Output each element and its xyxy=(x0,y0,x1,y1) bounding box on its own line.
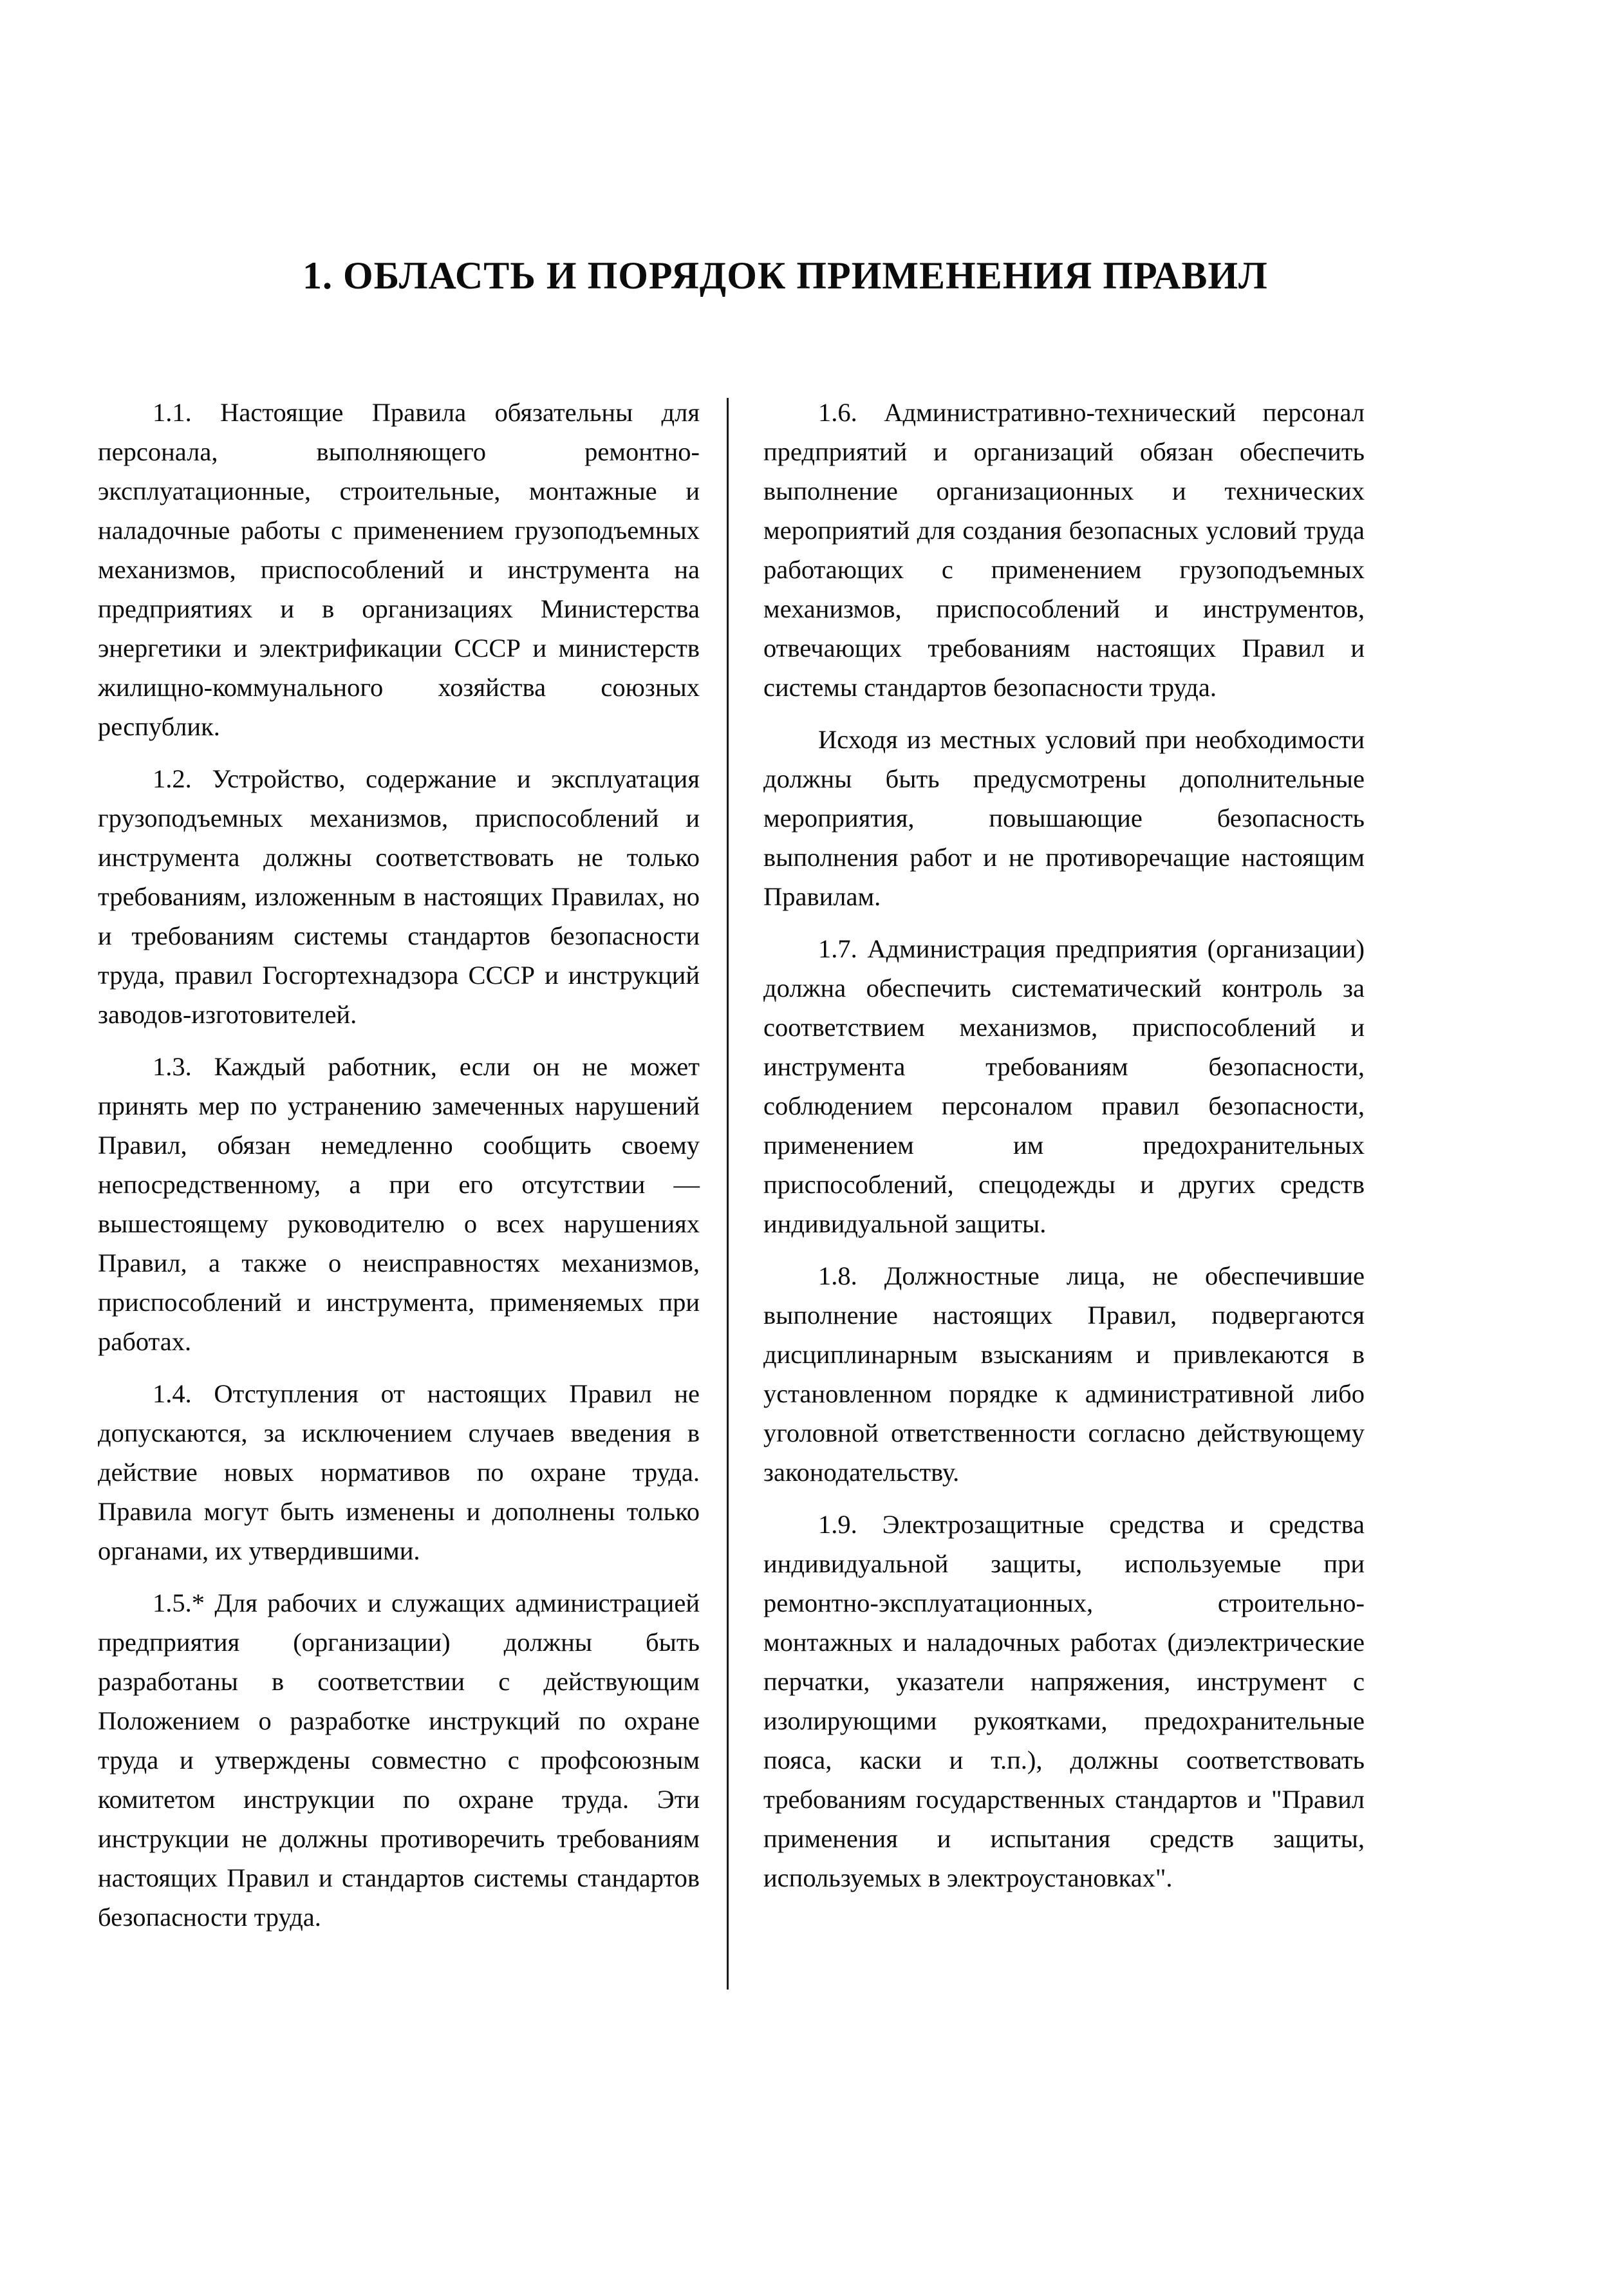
paragraph-1-6-continued: Исходя из местных условий при необходимости должны быть предусмотрены дополнительные мероприятия, повышающие безопасность выполнения работ и не противоречащие настоящим Правилам. xyxy=(763,725,1365,911)
left-column xyxy=(98,393,700,1950)
paragraph-1-9: 1.9. Электрозащитные средства и средства индивидуальной защиты, используемые при ремонтно-эксплуатационных, строительно-монтажных и наладочных работах (диэлектрические перчатки, указатели напряжения, инструмент с изолирующими рукоятками, предохранительные пояса, каски и т.п.), должны соответствовать требованиям государственных стандартов и "Правил применения и испытания средств защиты, используемых в электроустановках". xyxy=(763,1510,1365,1892)
paragraph-1-2: 1.2. Устройство, содержание и эксплуатация грузоподъемных механизмов, приспособлений и инструмента должны соответствовать не только требованиям, изложенным в настоящих Правилах, но и требованиям системы стандартов безопасности труда, правил Госгортехнадзора СССР и инструкций заводов-изготовителей. xyxy=(98,764,700,1029)
paragraph-1-8: 1.8. Должностные лица, не обеспечившие выполнение настоящих Правил, подвергаются дисциплинарным взысканиям и привлекаются в установленном порядке к административной либо уголовной ответственности согласно действующему законодательству. xyxy=(763,1261,1365,1487)
paragraph-1-4: 1.4. Отступления от настоящих Правил не допускаются, за исключением случаев введения в действие новых нормативов по охране труда. Правила могут быть изменены и дополнены только органами, их утвердившими. xyxy=(98,1379,700,1565)
paragraph-1-1: 1.1. Настоящие Правила обязательны для персонала, выполняющего ремонтно-эксплуатационные, строительные, монтажные и наладочные работы с применением грузоподъемных механизмов, приспособлений и инструмента на предприятиях и в организациях Министерства энергетики и электрификации СССР и министерств жилищно-коммунального хозяйства союзных республик. xyxy=(98,398,700,741)
paragraph-1-5: 1.5.* Для рабочих и служащих администрацией предприятия (организации) должны быть разработаны в соответствии с действующим Положением о разработке инструкций по охране труда и утверждены совместно с профсоюзным комитетом инструкции по охране труда. Эти инструкции не должны противоречить требованиям настоящих Правил и стандартов системы стандартов безопасности труда. xyxy=(98,1588,700,1932)
column-divider xyxy=(727,398,729,1990)
paragraph-1-6: 1.6. Административно-технический персонал предприятий и организаций обязан обеспечить выполнение организационных и технических мероприятий для создания безопасных условий труда работающих с применением грузоподъемных механизмов, приспособлений и инструментов, отвечающих требованиям настоящих Правил и системы стандартов безопасности труда. xyxy=(763,398,1365,702)
section-title: 1. ОБЛАСТЬ И ПОРЯДОК ПРИМЕНЕНИЯ ПРАВИЛ xyxy=(303,254,1268,297)
right-column xyxy=(763,393,1365,1910)
paragraph-1-7: 1.7. Администрация предприятия (организации) должна обеспечить систематический контроль за соответствием механизмов, приспособлений и инструмента требованиям безопасности, соблюдением персоналом правил безопасности, применением им предохранительных приспособлений, спецодежды и других средств индивидуальной защиты. xyxy=(763,934,1365,1238)
paragraph-1-3: 1.3. Каждый работник, если он не может принять мер по устранению замеченных нарушений Правил, обязан немедленно сообщить своему непосредственному, а при его отсутствии — вышестоящему руководителю о всех нарушениях Правил, а также о неисправностях механизмов, приспособлений и инструмента, применяемых при работах. xyxy=(98,1052,700,1356)
